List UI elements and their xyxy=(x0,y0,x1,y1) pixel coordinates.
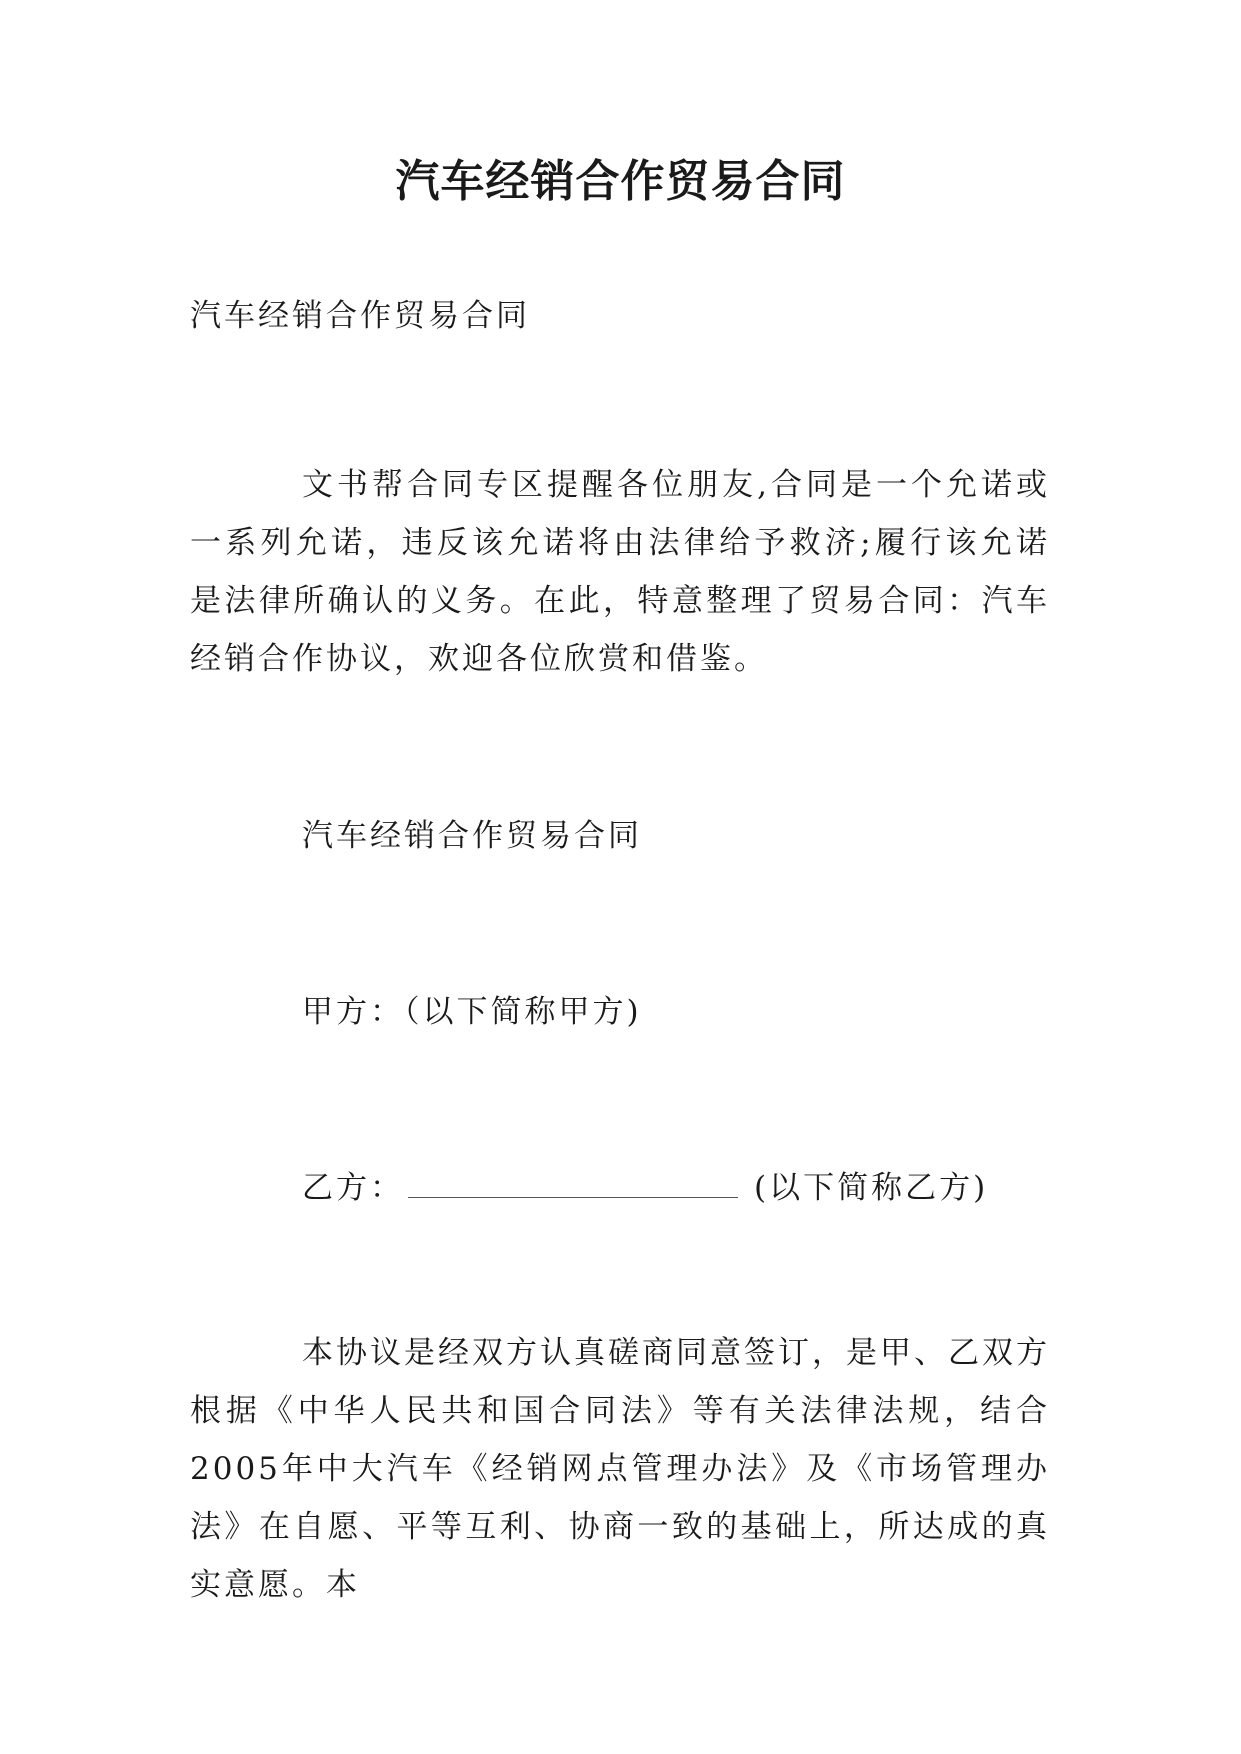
party-b-line xyxy=(302,1166,988,1210)
intro-paragraph: 文书帮合同专区提醒各位朋友,合同是一个允诺或一系列允诺，违反该允诺将由法律给予救济;履行该允诺是法律所确认的义务。在此，特意整理了贸易合同：汽车经销合作协议，欢迎各位欣赏和借鉴。 xyxy=(190,467,1050,677)
party-b-label: 乙方： xyxy=(302,1170,404,1206)
contract-heading: 汽车经销合作贸易合同 xyxy=(302,818,642,854)
body-paragraph: 本协议是经双方认真磋商同意签订，是甲、乙双方根据《中华人民共和国合同法》等有关法律法规，结合2005年中大汽车《经销网点管理办法》及《市场管理办法》在自愿、平等互利、协商一致的基础上，所达成的真实意愿。本 xyxy=(190,1335,1050,1603)
party-b-blank xyxy=(408,1167,738,1198)
document-subtitle: 汽车经销合作贸易合同 xyxy=(190,298,530,334)
document-title: 汽车经销合作贸易合同 xyxy=(395,156,846,207)
party-a-line: 甲方：（以下简称甲方) xyxy=(302,994,642,1030)
party-b-suffix: (以下简称乙方) xyxy=(754,1170,989,1206)
